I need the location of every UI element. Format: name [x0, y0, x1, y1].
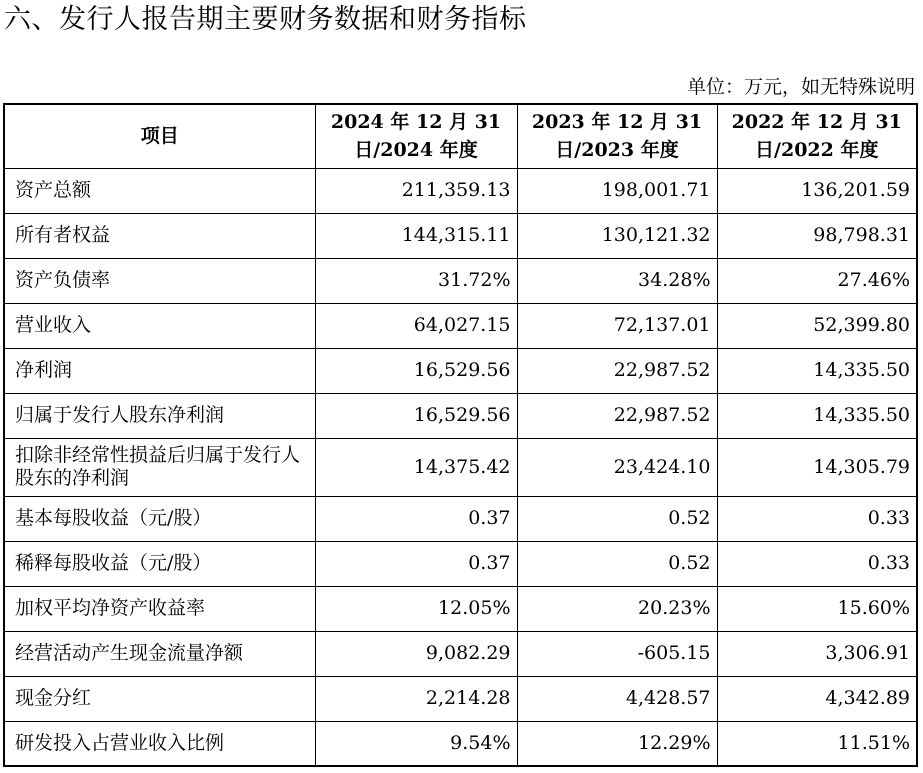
value-2024: 0.37	[315, 541, 517, 586]
value-2022: 11.51%	[717, 721, 917, 766]
table-row	[4, 721, 917, 766]
value-2024: 9.54%	[315, 721, 517, 766]
header-2023: 2023 年 12 月 31 日/2023 年度	[517, 104, 717, 168]
row-label: 研发投入占营业收入比例	[4, 721, 315, 766]
row-label: 稀释每股收益（元/股）	[4, 541, 315, 586]
row-label: 现金分红	[4, 676, 315, 721]
table-row	[4, 496, 917, 541]
value-2023: 72,137.01	[517, 303, 717, 348]
row-label: 资产负债率	[4, 258, 315, 303]
unit-note: 单位：万元，如无特殊说明	[686, 76, 915, 98]
row-label: 净利润	[4, 348, 315, 393]
value-2023: 198,001.71	[517, 168, 717, 213]
value-2023: 22,987.52	[517, 393, 717, 438]
value-2023: 4,428.57	[517, 676, 717, 721]
value-2024: 144,315.11	[315, 213, 517, 258]
value-2024: 64,027.15	[315, 303, 517, 348]
value-2022: 52,399.80	[717, 303, 917, 348]
row-label: 加权平均净资产收益率	[4, 586, 315, 631]
value-2023: 0.52	[517, 496, 717, 541]
row-label: 所有者权益	[4, 213, 315, 258]
table-row	[4, 438, 917, 496]
header-2024: 2024 年 12 月 31 日/2024 年度	[315, 104, 517, 168]
value-2022: 98,798.31	[717, 213, 917, 258]
value-2022: 136,201.59	[717, 168, 917, 213]
value-2022: 14,335.50	[717, 393, 917, 438]
value-2022: 15.60%	[717, 586, 917, 631]
value-2024: 31.72%	[315, 258, 517, 303]
row-label: 资产总额	[4, 168, 315, 213]
table-row	[4, 393, 917, 438]
value-2023: 0.52	[517, 541, 717, 586]
row-label: 经营活动产生现金流量净额	[4, 631, 315, 676]
row-label: 扣除非经常性损益后归属于发行人股东的净利润	[4, 438, 315, 496]
value-2022: 0.33	[717, 541, 917, 586]
value-2024: 0.37	[315, 496, 517, 541]
value-2024: 16,529.56	[315, 393, 517, 438]
value-2023: 12.29%	[517, 721, 717, 766]
table-row	[4, 303, 917, 348]
value-2022: 14,305.79	[717, 438, 917, 496]
table-row	[4, 168, 917, 213]
value-2022: 0.33	[717, 496, 917, 541]
section-heading: 六、发行人报告期主要财务数据和财务指标	[4, 4, 527, 35]
value-2024: 12.05%	[315, 586, 517, 631]
value-2024: 14,375.42	[315, 438, 517, 496]
table-row	[4, 258, 917, 303]
table-row	[4, 631, 917, 676]
value-2022: 14,335.50	[717, 348, 917, 393]
value-2023: 34.28%	[517, 258, 717, 303]
value-2024: 9,082.29	[315, 631, 517, 676]
table-row	[4, 213, 917, 258]
table-row	[4, 676, 917, 721]
row-label: 营业收入	[4, 303, 315, 348]
header-item: 项目	[4, 104, 315, 168]
table-header-row	[4, 104, 917, 168]
row-label: 归属于发行人股东净利润	[4, 393, 315, 438]
row-label: 基本每股收益（元/股）	[4, 496, 315, 541]
financial-data-table	[3, 103, 918, 767]
value-2023: 130,121.32	[517, 213, 717, 258]
value-2024: 211,359.13	[315, 168, 517, 213]
value-2023: 22,987.52	[517, 348, 717, 393]
value-2022: 27.46%	[717, 258, 917, 303]
header-2022: 2022 年 12 月 31 日/2022 年度	[717, 104, 917, 168]
value-2024: 16,529.56	[315, 348, 517, 393]
value-2022: 4,342.89	[717, 676, 917, 721]
value-2024: 2,214.28	[315, 676, 517, 721]
value-2023: 23,424.10	[517, 438, 717, 496]
value-2022: 3,306.91	[717, 631, 917, 676]
table-row	[4, 348, 917, 393]
table-row	[4, 541, 917, 586]
value-2023: 20.23%	[517, 586, 717, 631]
value-2023: -605.15	[517, 631, 717, 676]
table-row	[4, 586, 917, 631]
